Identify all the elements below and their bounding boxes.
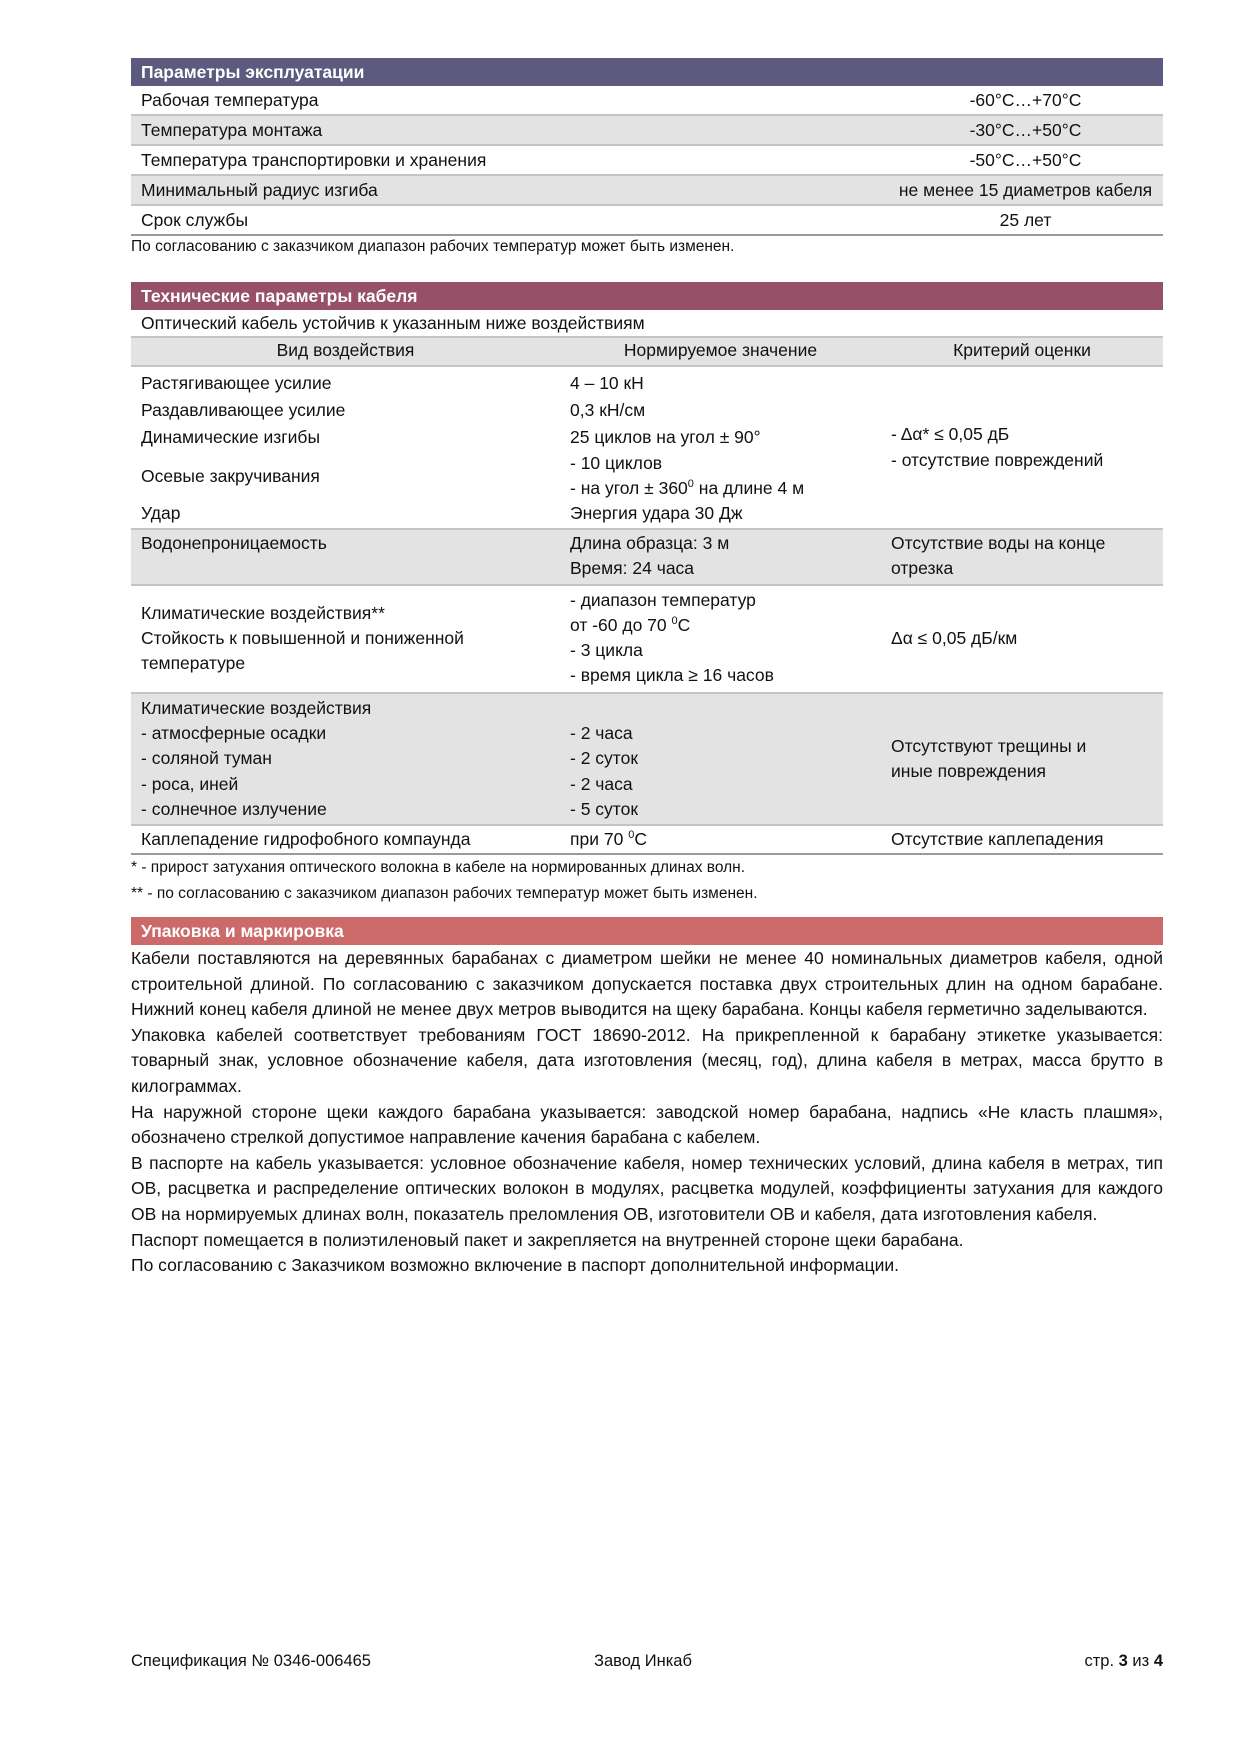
effect-value: - 10 циклов	[570, 453, 663, 473]
effect-name: Водонепроницаемость	[131, 529, 560, 585]
operation-table	[131, 86, 1163, 236]
page-label: стр.	[1084, 1652, 1115, 1670]
param-name: Температура транспортировки и хранения	[131, 145, 888, 175]
page-current: 3	[1118, 1652, 1128, 1670]
param-value: 25 лет	[888, 205, 1163, 235]
param-value: -30°С…+50°С	[888, 115, 1163, 145]
value-text: от -60 до 70	[570, 614, 672, 635]
effect-cell	[131, 693, 560, 825]
column-header: Нормируемое значение	[560, 337, 881, 366]
page-number	[1084, 1652, 1163, 1671]
value-text: - на угол ± 360	[570, 478, 688, 498]
technical-note-2: ** - по согласованию с заказчиком диапазон рабочих температур может быть изменен.	[131, 885, 758, 903]
criterion-cell	[881, 366, 1163, 529]
value-text: С	[634, 829, 647, 850]
value-cell	[560, 693, 881, 825]
effect-name: Раздавливающее усилие	[141, 400, 346, 420]
table-row	[131, 115, 1163, 145]
criterion-text: Отсутствие воды на конце	[891, 533, 1106, 553]
effect-value: 25 циклов на угол ± 90°	[570, 427, 761, 447]
column-header: Вид воздействия	[131, 337, 560, 366]
page-total: 4	[1153, 1652, 1163, 1670]
effect-value: - 2 суток	[570, 748, 638, 769]
degree-sup: 0	[671, 615, 678, 628]
effect-value: 4 – 10 кН	[570, 373, 644, 393]
effect-value: - время цикла ≥ 16 часов	[570, 665, 774, 686]
page-of: из	[1132, 1652, 1150, 1670]
effect-value: - 2 часа	[570, 723, 633, 744]
param-value: -50°С…+50°С	[888, 145, 1163, 175]
effect-name: Стойкость к повышенной и пониженной	[141, 628, 464, 649]
table-row	[131, 86, 1163, 115]
effect-value: Время: 24 часа	[570, 558, 695, 579]
company-name: Завод Инкаб	[594, 1652, 692, 1670]
criterion-text: отрезка	[891, 558, 954, 579]
effect-name: Удар	[141, 503, 181, 523]
table-row	[131, 693, 1163, 825]
effect-value: - 3 цикла	[570, 640, 643, 661]
spec-number: Спецификация № 0346-006465	[131, 1652, 371, 1670]
paragraph: Паспорт помещается в полиэтиленовый пакет и закрепляется на внутренней стороне щеки барабана.	[131, 1229, 964, 1250]
table-row	[131, 585, 1163, 693]
operation-header: Параметры эксплуатации	[131, 58, 1163, 86]
param-name: Минимальный радиус изгиба	[131, 175, 888, 205]
criterion-text: иные повреждения	[891, 761, 1046, 782]
packaging-text	[131, 946, 1163, 1279]
criterion-text: - отсутствие повреждений	[891, 449, 1104, 470]
criterion-cell	[881, 529, 1163, 585]
criterion-text: - Δα* ≤ 0,05 дБ	[891, 424, 1010, 445]
table-row	[131, 529, 1163, 585]
value-cell	[560, 529, 881, 585]
column-header: Критерий оценки	[881, 337, 1163, 366]
effect-name: температуре	[141, 653, 246, 674]
effect-value: - 2 часа	[570, 773, 633, 794]
criterion-text: Отсутствие каплепадения	[881, 825, 1163, 854]
table-row	[131, 366, 1163, 529]
degree-sup: 0	[628, 829, 635, 842]
effect-name: Каплепадение гидрофобного компаунда	[131, 825, 560, 854]
effect-value: Энергия удара 30 Дж	[570, 503, 743, 523]
table-row	[131, 145, 1163, 175]
effect-value	[570, 476, 871, 501]
paragraph: По согласованию с Заказчиком возможно включение в паспорт дополнительной информации.	[131, 1255, 900, 1276]
degree-sup: 0	[687, 478, 694, 491]
operation-note: По согласованию с заказчиком диапазон рабочих температур может быть изменен.	[131, 238, 735, 255]
packaging-section	[131, 917, 1163, 1279]
technical-note-1: * - прирост затухания оптического волокна в кабеле на нормированных длинах волн.	[131, 859, 746, 877]
value-cell	[560, 585, 881, 693]
effect-value: - 5 суток	[570, 798, 638, 819]
effect-name: - атмосферные осадки	[141, 723, 327, 744]
value-cell	[560, 366, 881, 529]
table-row	[131, 205, 1163, 235]
effect-name: Растягивающее усилие	[141, 373, 332, 393]
value-text: С	[677, 614, 691, 635]
criterion-text: Δα ≤ 0,05 дБ/км	[881, 585, 1163, 693]
packaging-header: Упаковка и маркировка	[131, 917, 1163, 945]
effect-name: - роса, иней	[141, 773, 239, 794]
technical-table	[131, 336, 1163, 855]
effect-cell	[131, 366, 560, 529]
table-row	[131, 175, 1163, 205]
effect-name: Климатические воздействия	[141, 697, 372, 718]
effect-value	[570, 613, 871, 638]
effect-value: 0,3 кН/см	[570, 400, 646, 420]
technical-section	[131, 282, 1163, 904]
param-value: не менее 15 диаметров кабеля	[888, 175, 1163, 205]
value-text: при 70	[570, 829, 629, 850]
effect-name: Динамические изгибы	[141, 427, 321, 447]
technical-header: Технические параметры кабеля	[131, 282, 1163, 310]
paragraph: Упаковка кабелей соответствует требованиям ГОСТ 18690-2012. На прикрепленной к барабану этикетке указывается: товарный знак, условное обозначение кабеля, дата изготовления (месяц, год), длина кабеля в метрах, масса брутто в килограммах.	[131, 1024, 1163, 1096]
technical-intro: Оптический кабель устойчив к указанным ниже воздействиям	[141, 313, 645, 333]
effect-value	[560, 825, 881, 854]
param-value: -60°С…+70°С	[888, 86, 1163, 115]
param-name: Рабочая температура	[131, 86, 888, 115]
effect-name: Осевые закручивания	[141, 466, 320, 486]
table-header-row	[131, 337, 1163, 366]
operation-section	[131, 58, 1163, 257]
table-row	[131, 825, 1163, 854]
value-text: на длине 4 м	[693, 478, 805, 498]
effect-name: - соляной туман	[141, 748, 272, 769]
param-name: Срок службы	[131, 205, 888, 235]
param-name: Температура монтажа	[131, 115, 888, 145]
effect-name: - солнечное излучение	[141, 798, 327, 819]
paragraph: В паспорте на кабель указывается: условное обозначение кабеля, номер технических условий, длина кабеля в метрах, тип ОВ, расцветка и распределение оптических волокон в модулях, расцветка модулей, коэффициенты затухания для каждого ОВ на нормируемых длинах волн, показатель преломления ОВ, изготовители ОВ и кабеля, дата изготовления кабеля.	[131, 1152, 1163, 1224]
paragraph: На наружной стороне щеки каждого барабана указывается: заводской номер барабана, надпись «Не класть плашмя», обозначено стрелкой допустимое направление качения барабана с кабелем.	[131, 1101, 1163, 1148]
paragraph: Кабели поставляются на деревянных барабанах с диаметром шейки не менее 40 номинальных диаметров кабеля, одной строительной длиной. По согласованию с заказчиком допускается поставка двух строительных длин на одном барабане. Нижний конец кабеля длиной не менее двух метров выводится на щеку барабана. Концы кабеля герметично заделываются.	[131, 948, 1163, 1020]
effect-value: Длина образца: 3 м	[570, 533, 730, 553]
criterion-text: Отсутствуют трещины и	[891, 735, 1087, 756]
effect-cell	[131, 585, 560, 693]
effect-name: Климатические воздействия**	[141, 602, 385, 623]
effect-value: - диапазон температур	[570, 589, 756, 610]
criterion-cell	[881, 693, 1163, 825]
